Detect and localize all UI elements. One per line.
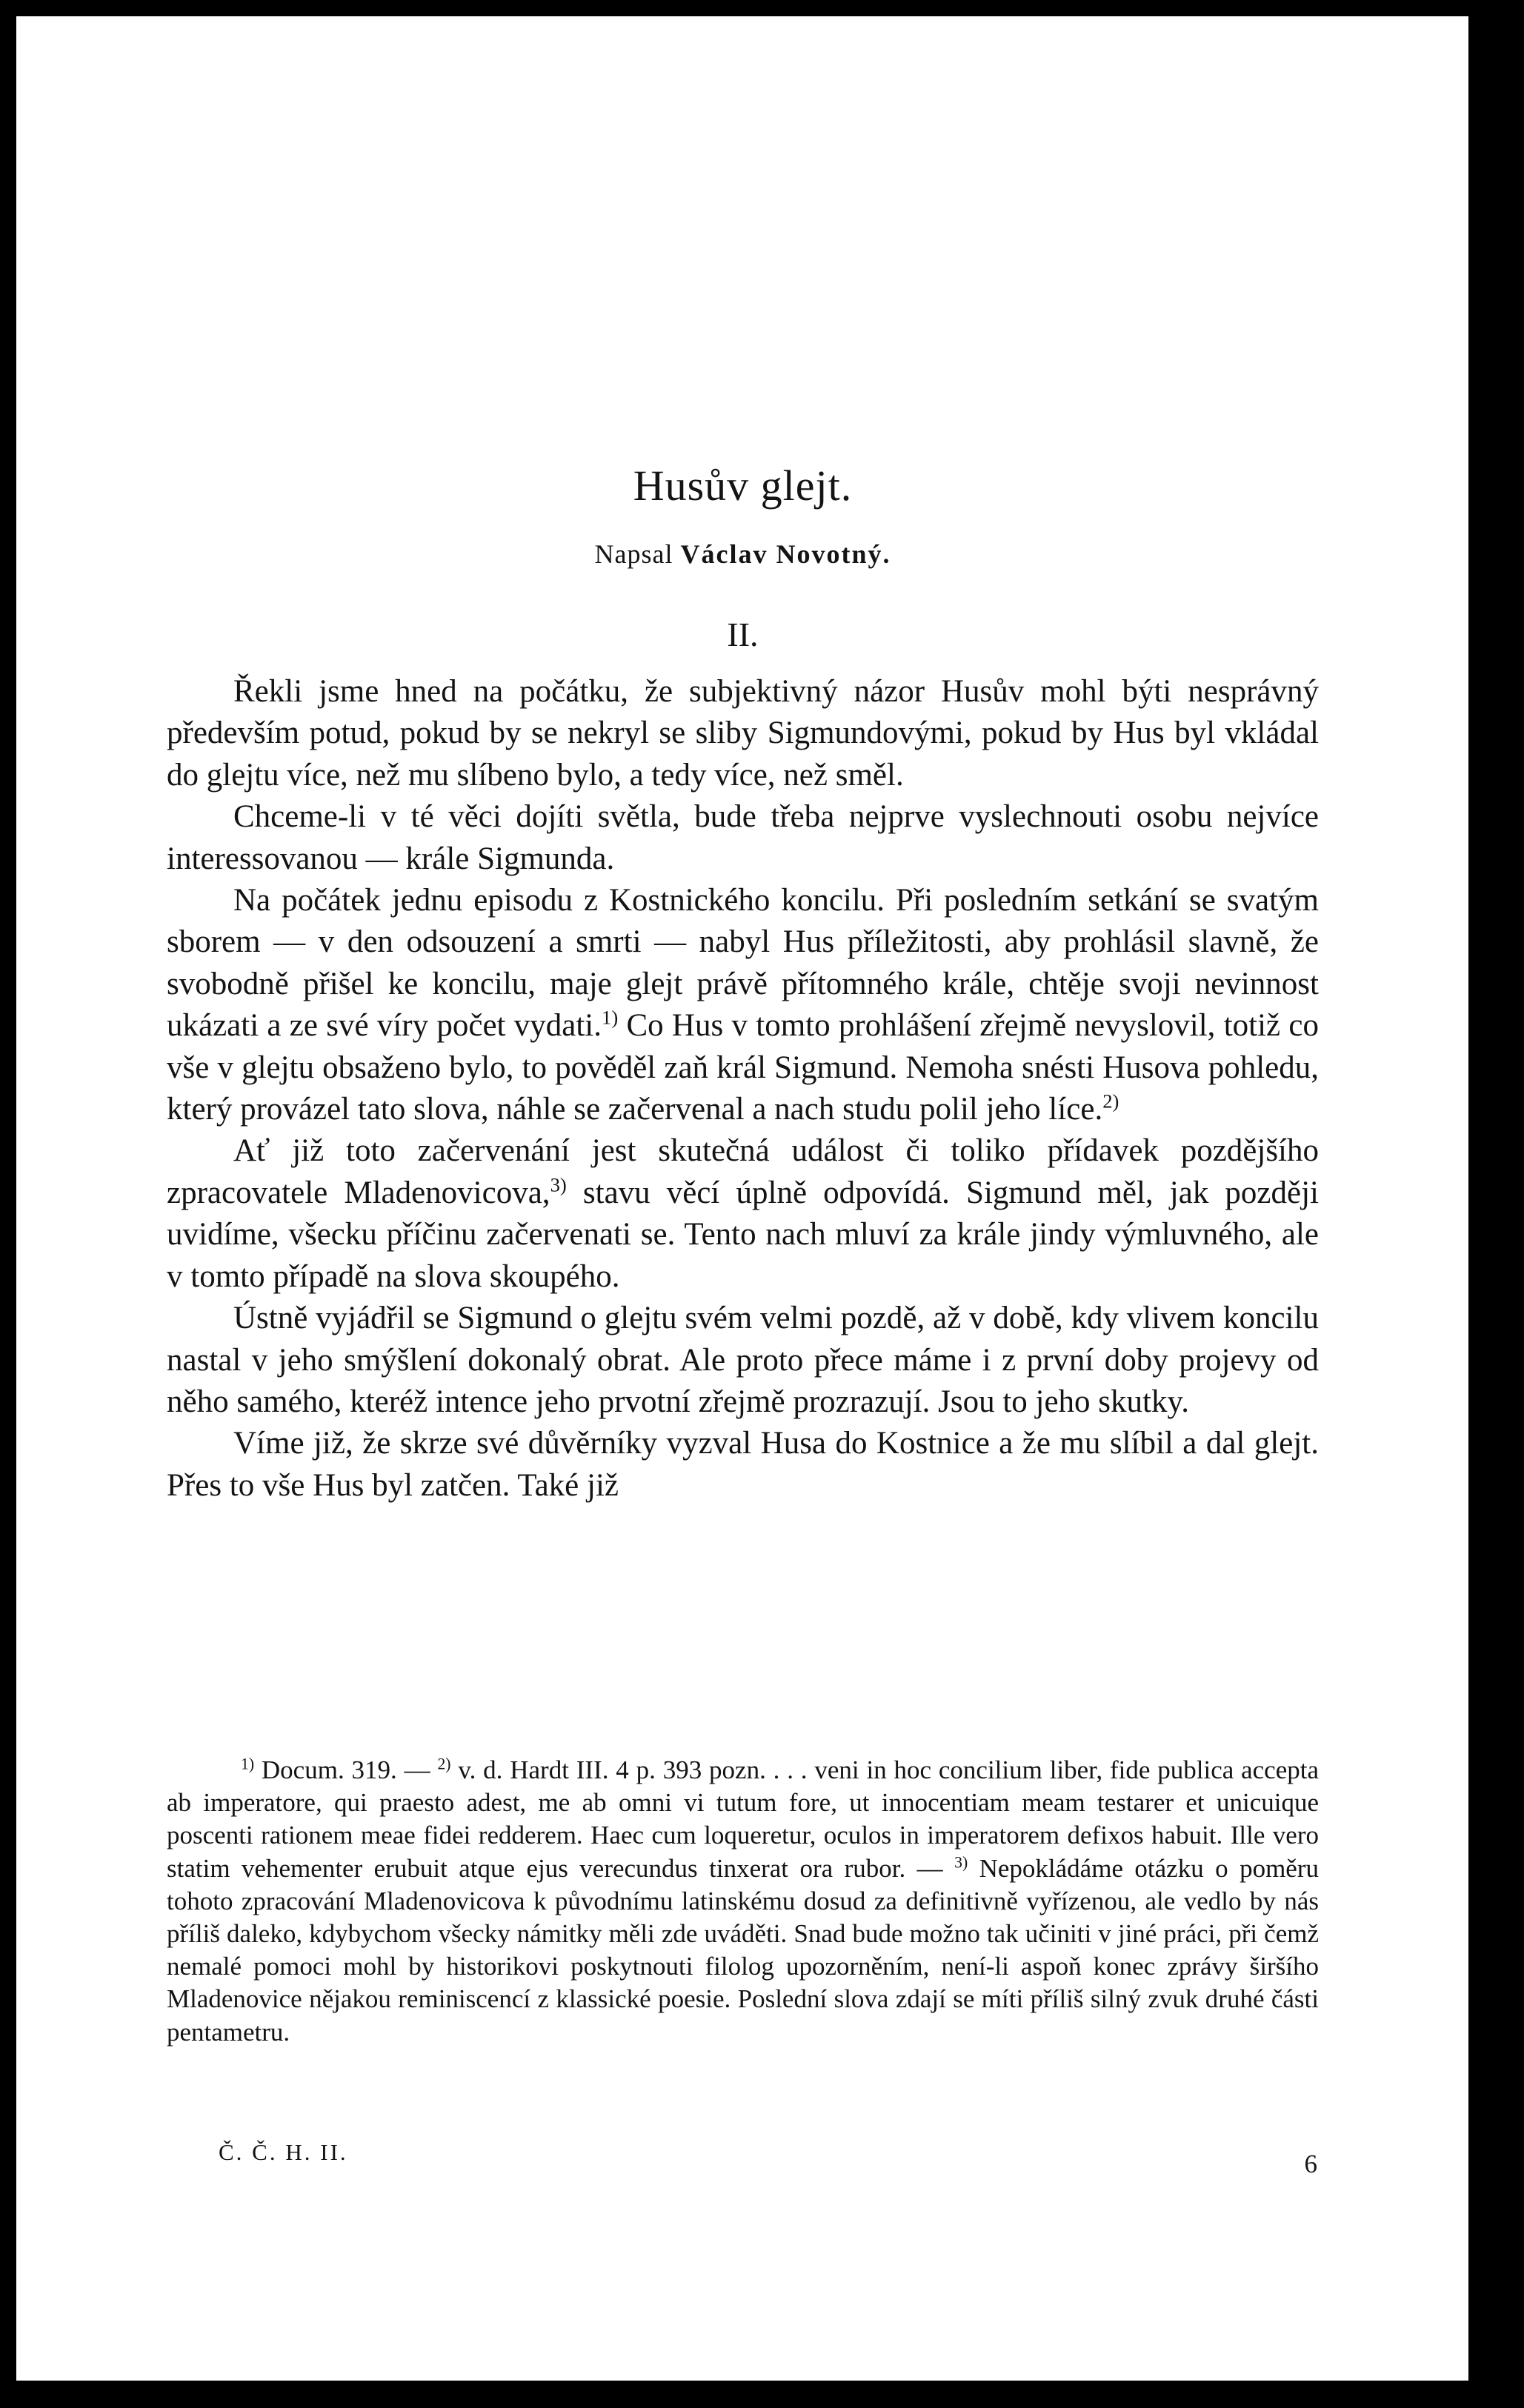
author-byline [167, 538, 1319, 570]
byline-prefix: Napsal [594, 539, 673, 569]
text-run: Nepokládáme otázku o poměru tohoto zpracování Mladenovicova k původnímu latinskému dosud za definitivně vyřízenou, ale vedlo by nás příliš daleko, kdybychom všecky námitky měli zde uváděti. Snad bude možno tak učiniti v jiné práci, při čemž nemalé pomoci mohl by historikovi poskytnouti filolog upozorněním, není-li aspoň konec zprávy širšího Mladenovice nějakou reminiscencí z klassické poesie. Poslední slova zdají se míti příliš silný zvuk druhé části pentametru. [167, 1853, 1319, 2047]
footnote-paragraph [167, 1754, 1319, 2049]
body-text [167, 671, 1319, 1507]
footnote-marker: 3) [550, 1173, 567, 1196]
text-run: Chceme-li v té věci dojíti světla, bude třeba nejprve vyslechnouti osobu nejvíce interessovanou — krále Sigmunda. [167, 799, 1319, 876]
footnote-marker: 3) [954, 1852, 968, 1871]
footnote-marker: 1) [241, 1755, 255, 1773]
body-paragraph [167, 880, 1319, 1130]
footnote-marker: 2) [437, 1755, 451, 1773]
text-run: Víme již, že skrze své důvěrníky vyzval Husa do Kostnice a že mu slíbil a dal glejt. Přes to vše Hus byl zatčen. Také již [167, 1426, 1319, 1503]
article-title: Husův glejt. [633, 461, 853, 510]
text-run: stavu věcí úplně odpovídá. Sigmund měl, jak později uvidíme, všecku příčinu začervenati se. Tento nach mluví za krále jindy výmluvného, ale v tomto případě na slova skoupého. [167, 1175, 1319, 1294]
text-run: Co Hus v tomto prohlášení zřejmě nevyslovil, totiž co vše v glejtu obsaženo bylo, to pověděl zaň král Sigmund. Nemoha snésti Husova pohledu, který provázel tato slova, náhle se začervenal a nach studu polil jeho líce. [167, 1008, 1319, 1127]
footnotes [167, 1754, 1319, 2049]
document-page [16, 16, 1468, 2381]
body-paragraph [167, 671, 1319, 796]
footnote-marker: 1) [601, 1006, 619, 1029]
body-paragraph [167, 1423, 1319, 1507]
text-run: Ať již toto začervenání jest skutečná událost či toliko přídavek pozdějšího zpracovatele Mladenovicova, [167, 1133, 1319, 1210]
section-number: II. [727, 616, 759, 653]
text-run: Řekli jsme hned na počátku, že subjektivný názor Husův mohl býti nesprávný především potud, pokud by se nekryl se sliby Sigmundovými, pokud by Hus byl vkládal do glejtu více, než mu slíbeno bylo, a tedy více, než směl. [167, 674, 1319, 793]
body-paragraph [167, 796, 1319, 880]
body-paragraph [167, 1130, 1319, 1298]
footnote-marker: 2) [1102, 1090, 1119, 1113]
text-run: Ústně vyjádřil se Sigmund o glejtu svém velmi pozdě, až v době, kdy vlivem koncilu nastal v jeho smýšlení dokonalý obrat. Ale proto přece máme i z první doby projevy od něho samého, kteréž intence jeho prvotní zřejmě prozrazují. Jsou to jeho skutky. [167, 1301, 1319, 1419]
text-run: Docum. 319. — [254, 1755, 438, 1784]
author-name: Václav Novotný. [680, 539, 891, 569]
body-paragraph [167, 1298, 1319, 1423]
page-number: 6 [1304, 2149, 1317, 2178]
printer-signature: Č. Č. H. II. [219, 2139, 348, 2165]
text-run: v. d. Hardt III. 4 p. 393 pozn. . . . veni in hoc concilium liber, fide publica accepta ab imperatore, qui praesto adest, me ab omni vi tutum fore, ut innocentiam meam testarer et unicuique poscenti rationem meae fidei redderem. Haec cum loqueretur, oculos in imperatorem defixos habuit. Ille vero statim vehementer erubuit atque ejus verecundus tinxerat ora rubor. — [167, 1755, 1319, 1883]
text-run: Na počátek jednu episodu z Kostnického koncilu. Při posledním setkání se svatým sborem — v den odsouzení a smrti — nabyl Hus příležitosti, aby prohlásil slavně, že svobodně přišel ke koncilu, maje glejt právě přítomného krále, chtěje svoji nevinnost ukázati a ze své víry počet vydati. [167, 883, 1319, 1044]
